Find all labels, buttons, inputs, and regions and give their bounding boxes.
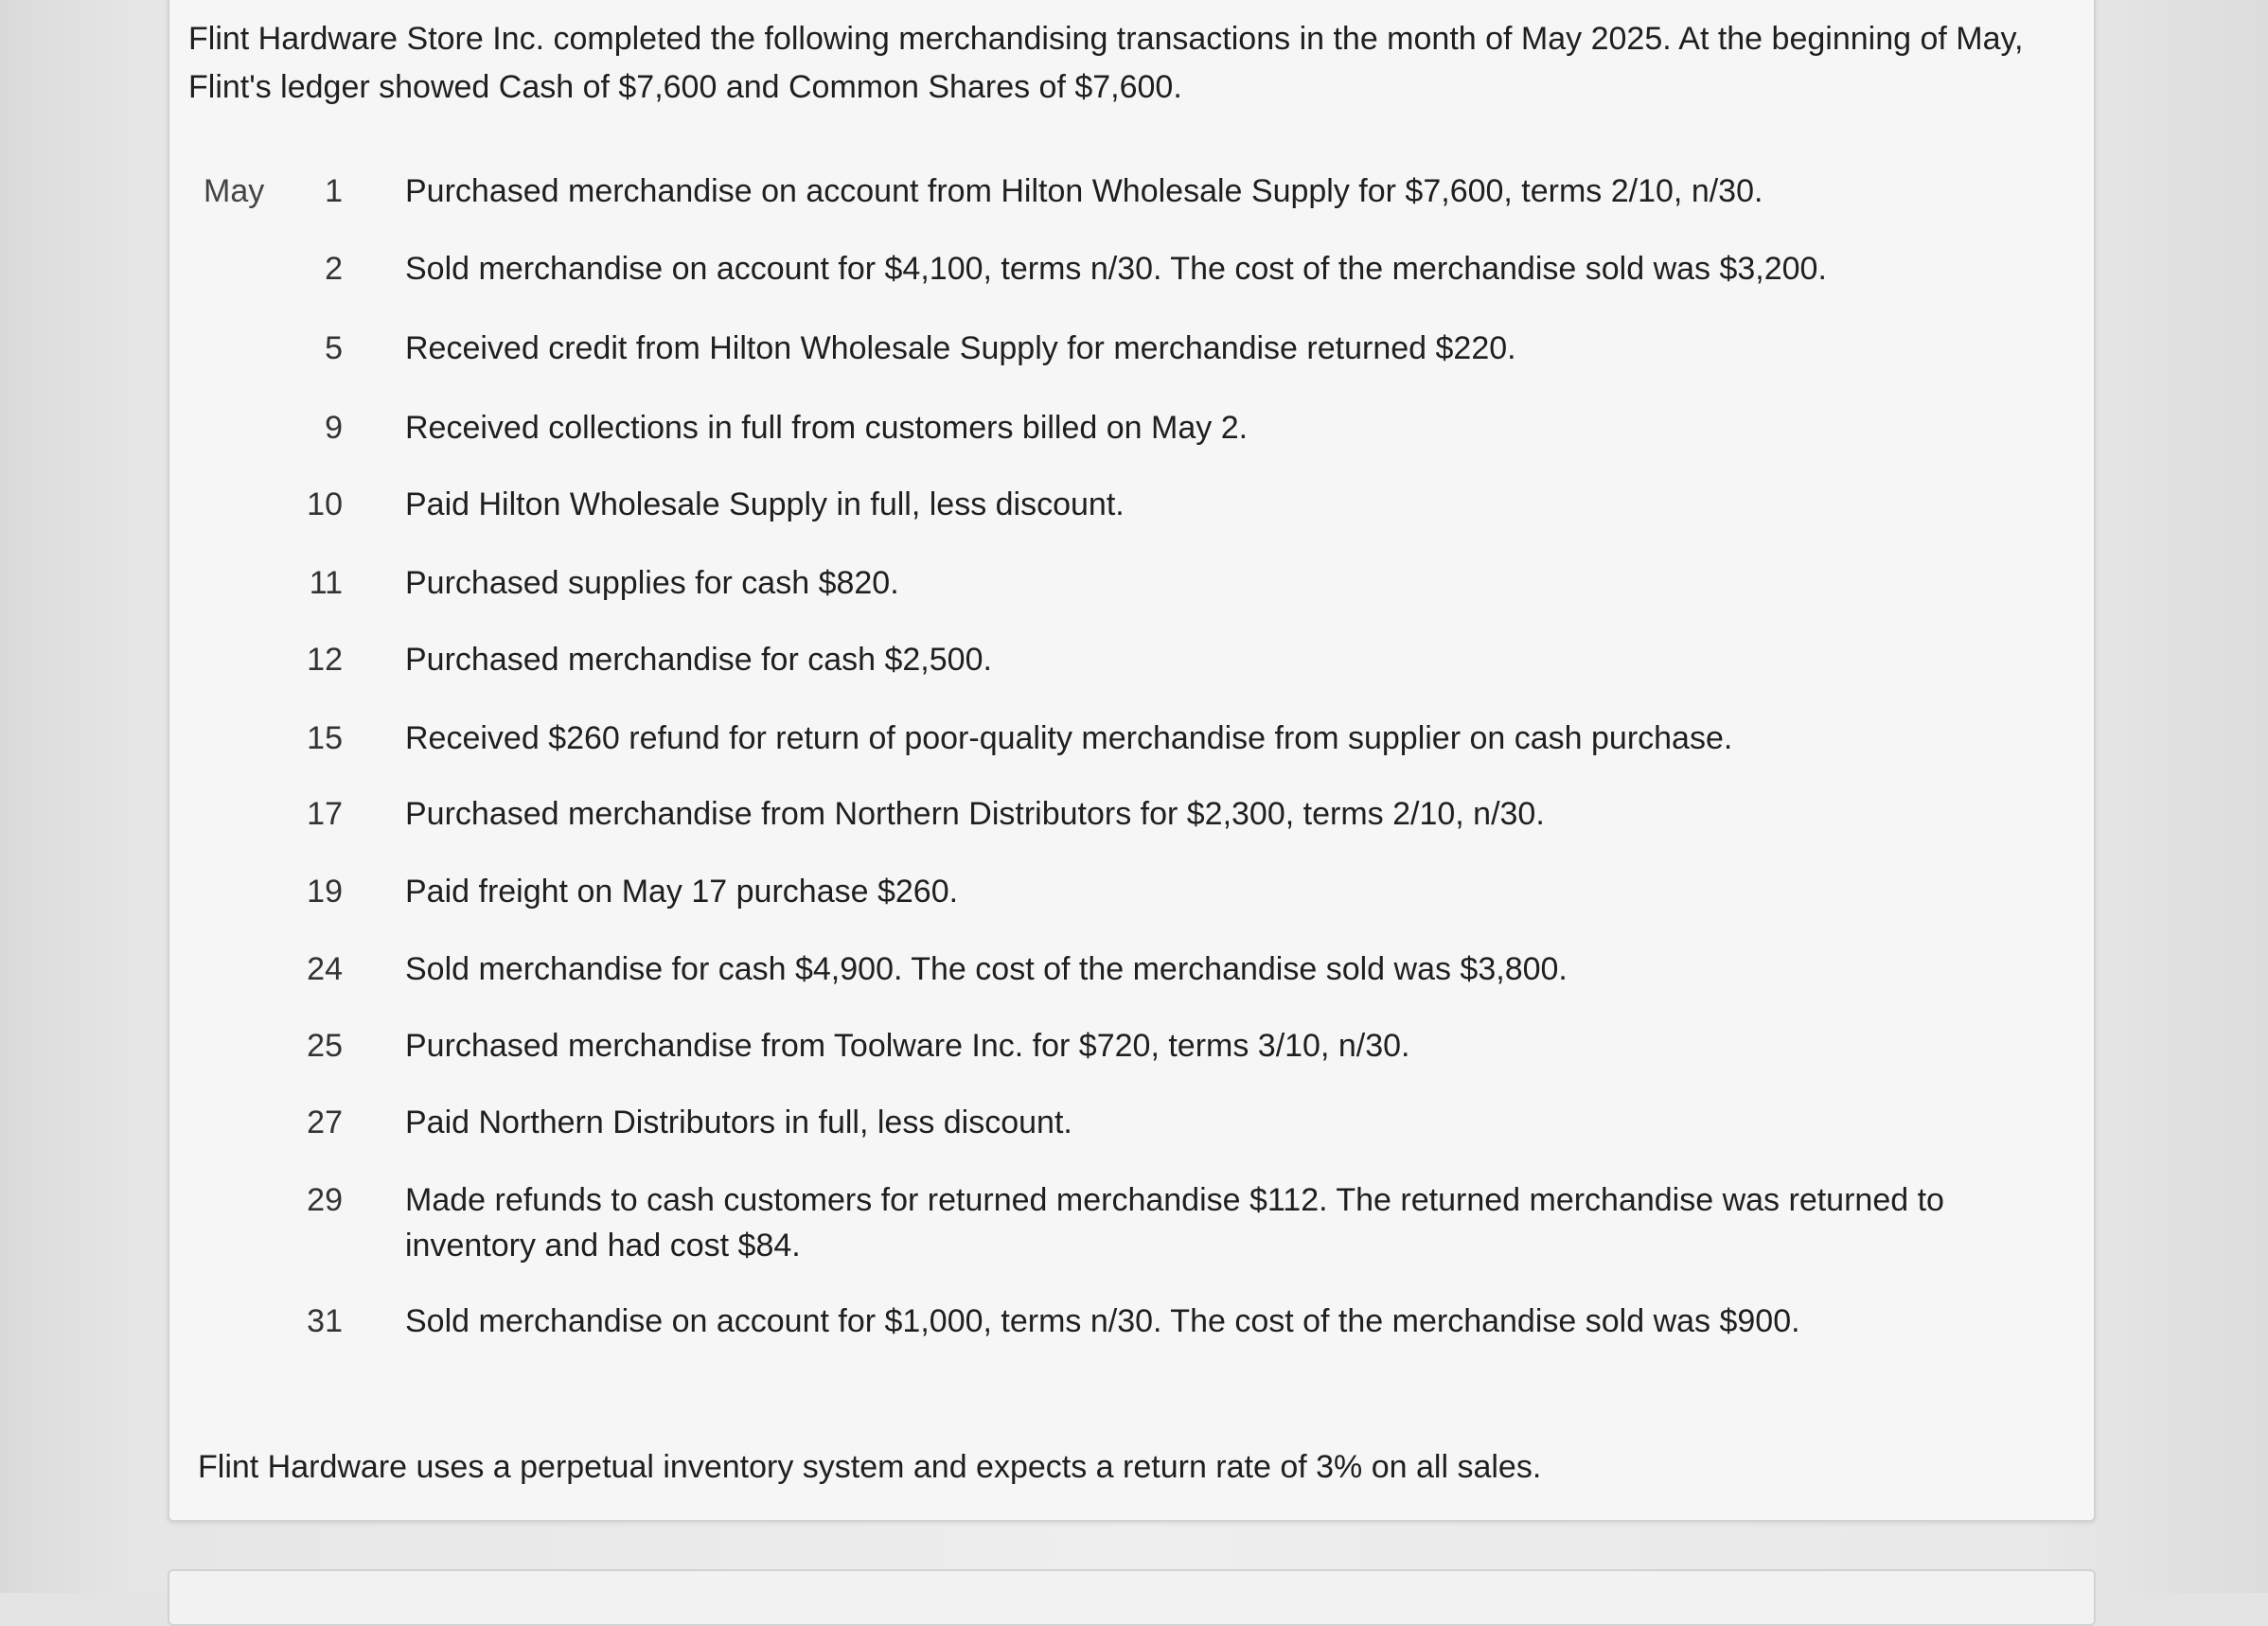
transaction-day: 9 <box>325 410 343 446</box>
transaction-day: 19 <box>307 874 343 910</box>
transaction-day: 15 <box>307 720 343 756</box>
transaction-day: 31 <box>307 1303 343 1339</box>
transaction-description: Sold merchandise on account for $1,000, terms n/30. The cost of the merchandise sold was $900. <box>405 1303 1800 1339</box>
transaction-description: Paid Hilton Wholesale Supply in full, less discount. <box>405 486 1125 522</box>
transaction-month: May <box>204 173 265 209</box>
transaction-description: Sold merchandise on account for $4,100, terms n/30. The cost of the merchandise sold was $3,200. <box>405 251 1827 287</box>
transaction-day: 12 <box>307 642 343 678</box>
transaction-day: 5 <box>325 330 343 366</box>
transaction-description: Purchased merchandise on account from Hilton Wholesale Supply for $7,600, terms 2/10, n/30. <box>405 173 1763 209</box>
transaction-description: Purchased merchandise from Toolware Inc. for $720, terms 3/10, n/30. <box>405 1028 1410 1064</box>
transaction-day: 25 <box>307 1028 343 1064</box>
problem-intro: Flint Hardware Store Inc. completed the following merchandising transactions in the month of May 2025. At the beginning of May, Flint's ledger showed Cash of $7,600 and Common Shares of $7,600. <box>188 21 2024 105</box>
transaction-description: Paid Northern Distributors in full, less discount. <box>405 1105 1072 1140</box>
footer-note: Flint Hardware uses a perpetual inventory system and expects a return rate of 3% on all sales. <box>198 1449 1542 1485</box>
next-card <box>168 1569 2096 1626</box>
transaction-day: 27 <box>307 1105 343 1140</box>
transaction-day: 17 <box>307 796 343 832</box>
transaction-description: Purchased merchandise from Northern Distributors for $2,300, terms 2/10, n/30. <box>405 796 1545 832</box>
transaction-description: Purchased merchandise for cash $2,500. <box>405 642 992 678</box>
transaction-day: 11 <box>309 565 343 601</box>
problem-card <box>168 0 2096 1522</box>
transaction-description: Made refunds to cash customers for returned merchandise $112. The returned merchandise was returned to inventory and had cost $84. <box>405 1182 1944 1264</box>
transaction-description: Received collections in full from customers billed on May 2. <box>405 410 1249 446</box>
transaction-day: 29 <box>307 1182 343 1218</box>
transaction-description: Received credit from Hilton Wholesale Supply for merchandise returned $220. <box>405 330 1516 366</box>
transaction-description: Received $260 refund for return of poor-quality merchandise from supplier on cash purchase. <box>405 720 1733 756</box>
transaction-description: Purchased supplies for cash $820. <box>405 565 899 601</box>
transaction-description: Paid freight on May 17 purchase $260. <box>405 874 959 910</box>
transaction-day: 2 <box>325 251 343 287</box>
transaction-day: 10 <box>307 486 343 522</box>
transaction-day: 1 <box>325 173 343 209</box>
transaction-description: Sold merchandise for cash $4,900. The cost of the merchandise sold was $3,800. <box>405 951 1568 987</box>
transaction-day: 24 <box>307 951 343 987</box>
